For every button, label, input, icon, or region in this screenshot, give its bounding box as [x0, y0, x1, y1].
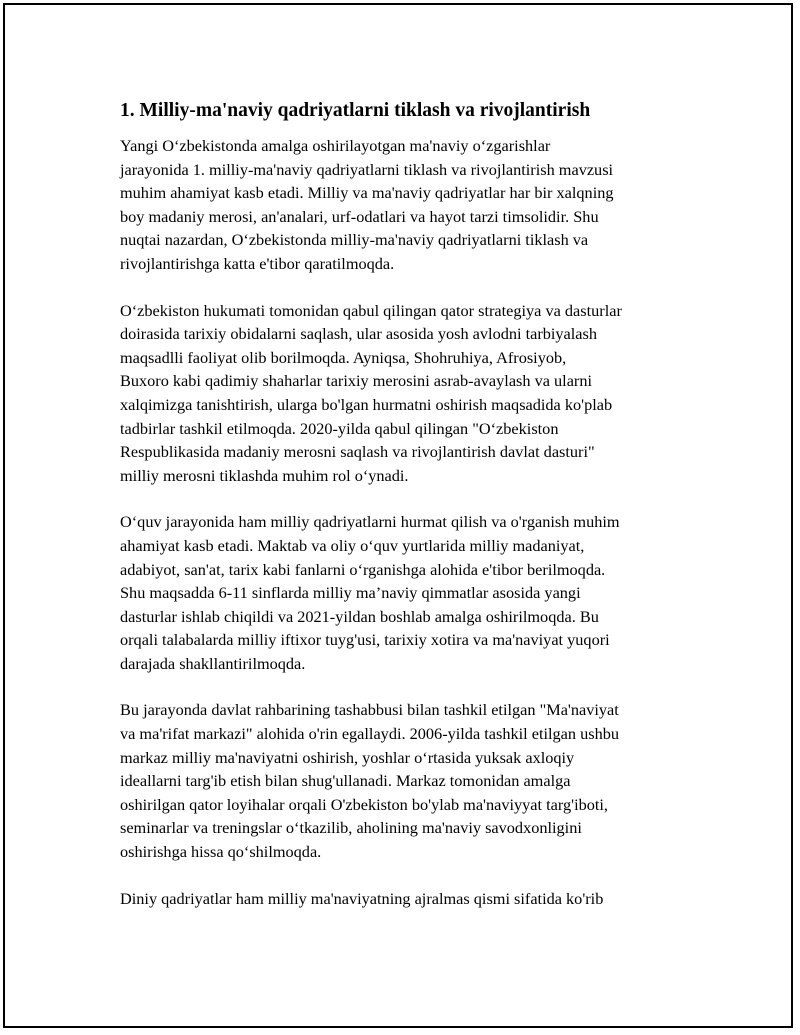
text-line: oshirishga hissa qo‘shilmoqda. — [120, 842, 322, 862]
paragraph-4 — [120, 698, 710, 863]
paragraph-3 — [120, 510, 710, 675]
text-line: Shu maqsadda 6-11 sinflarda milliy ma’naviy qimmatlar asosida yangi — [120, 583, 581, 603]
text-line: xalqimizga tanishtirish, ularga bo'lgan hurmatni oshirish maqsadida ko'plab — [120, 394, 613, 414]
text-line: markaz milliy ma'naviyatni oshirish, yoshlar o‘rtasida yuksak axloqiy — [120, 747, 575, 767]
section-heading: 1. Milliy-ma'naviy qadriyatlarni tiklash va rivojlantirish — [120, 100, 591, 121]
text-line: orqali talabalarda milliy iftixor tuyg'usi, tarixiy xotira va ma'naviyat yuqori — [120, 630, 610, 650]
text-line: Respublikasida madaniy merosni saqlash va rivojlantirish davlat dasturi" — [120, 442, 595, 462]
text-line: nuqtai nazardan, O‘zbekistonda milliy-ma'naviy qadriyatlarni tiklash va — [120, 230, 589, 250]
text-line: O‘zbekiston hukumati tomonidan qabul qilingan qator strategiya va dasturlar — [120, 300, 622, 320]
text-line: Buxoro kabi qadimiy shaharlar tarixiy merosini asrab-avaylash va ularni — [120, 371, 593, 391]
paragraph-2 — [120, 299, 710, 488]
paragraph-5 — [120, 887, 710, 911]
text-line: boy madaniy merosi, an'analari, urf-odatlari va hayot tarzi timsolidir. Shu — [120, 206, 599, 226]
text-line: seminarlar va treningslar o‘tkazilib, aholining ma'naviy savodxonligini — [120, 818, 582, 838]
text-line: dasturlar ishlab chiqildi va 2021-yildan boshlab amalga oshirilmoqda. Bu — [120, 606, 599, 626]
text-line: maqsadlli faoliyat olib borilmoqda. Ayniqsa, Shohruhiya, Afrosiyob, — [120, 347, 567, 367]
text-line: va ma'rifat markazi" alohida o'rin egallaydi. 2006-yilda tashkil etilgan ushbu — [120, 724, 619, 744]
document-content — [120, 98, 710, 933]
text-line: Yangi O‘zbekistonda amalga oshirilayotgan ma'naviy o‘zgarishlar — [120, 136, 551, 155]
text-line: muhim ahamiyat kasb etadi. Milliy va ma'naviy qadriyatlar har bir xalqning — [120, 183, 614, 203]
paragraph-1 — [120, 134, 710, 276]
text-line: tadbirlar tashkil etilmoqda. 2020-yilda qabul qilingan "O‘zbekiston — [120, 418, 559, 438]
text-line: doirasida tarixiy obidalarni saqlash, ular asosida yosh avlodni tarbiyalash — [120, 324, 598, 344]
text-line: jarayonida 1. milliy-ma'naviy qadriyatlarni tiklash va rivojlantirish mavzusi — [120, 159, 614, 179]
document-page — [3, 3, 793, 1028]
text-line: milliy merosni tiklashda muhim rol o‘ynadi. — [120, 465, 409, 485]
text-line: adabiyot, san'at, tarix kabi fanlarni o‘rganishga alohida e'tibor berilmoqda. — [120, 559, 606, 579]
text-line: O‘quv jarayonida ham milliy qadriyatlarni hurmat qilish va o'rganish muhim — [120, 512, 620, 532]
text-line: ahamiyat kasb etadi. Maktab va oliy o‘quv yurtlarida milliy madaniyat, — [120, 535, 585, 555]
text-line: ideallarni targ'ib etish bilan shug'ullanadi. Markaz tomonidan amalga — [120, 771, 571, 791]
text-line: Bu jarayonda davlat rahbarining tashabbusi bilan tashkil etilgan "Ma'naviyat — [120, 700, 619, 720]
text-line: Diniy qadriyatlar ham milliy ma'naviyatning ajralmas qismi sifatida ko'rib — [120, 888, 604, 908]
text-line: rivojlantirishga katta e'tibor qaratilmoqda. — [120, 253, 395, 273]
text-line: oshirilgan qator loyihalar orqali O'zbekiston bo'ylab ma'naviyyat targ'iboti, — [120, 794, 609, 814]
text-line: darajada shakllantirilmoqda. — [120, 653, 306, 673]
